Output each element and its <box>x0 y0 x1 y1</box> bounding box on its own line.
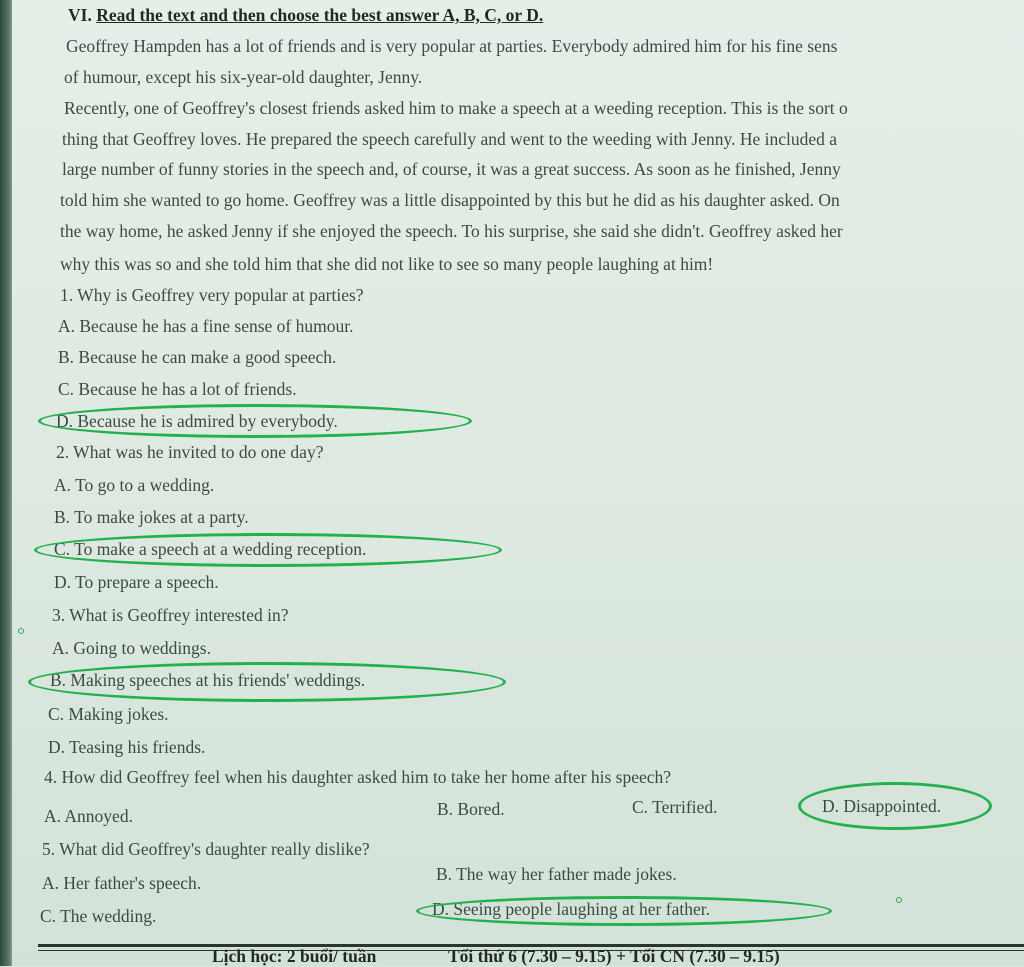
question-4: 4. How did Geoffrey feel when his daughter asked him to take her home after his speech? <box>44 767 672 787</box>
passage-line: Geoffrey Hampden has a lot of friends and is very popular at parties. Everybody admired him for his fine sens <box>66 36 838 56</box>
question-3: 3. What is Geoffrey interested in? <box>52 605 289 625</box>
option-1a[interactable]: A. Because he has a fine sense of humour. <box>58 316 354 336</box>
option-5c[interactable]: C. The wedding. <box>40 906 157 926</box>
section-number: VI. <box>68 5 92 25</box>
pen-mark <box>896 897 902 903</box>
option-1b[interactable]: B. Because he can make a good speech. <box>58 347 337 367</box>
passage-line: told him she wanted to go home. Geoffrey was a little disappointed by this but he did as his daughter asked. On <box>60 190 840 210</box>
question-1: 1. Why is Geoffrey very popular at parties? <box>60 285 364 305</box>
passage-line: of humour, except his six-year-old daughter, Jenny. <box>64 67 423 87</box>
passage-line: large number of funny stories in the speech and, of course, it was a great success. As soon as he finished, Jenny <box>62 159 841 179</box>
option-4b[interactable]: B. Bored. <box>437 799 505 819</box>
option-4d[interactable]: D. Disappointed. <box>822 796 942 816</box>
option-3b[interactable]: B. Making speeches at his friends' weddings. <box>50 670 366 690</box>
passage-line: thing that Geoffrey loves. He prepared the speech carefully and went to the weeding with Jenny. He included a <box>62 129 838 149</box>
option-3a[interactable]: A. Going to weddings. <box>52 638 211 658</box>
option-1c[interactable]: C. Because he has a lot of friends. <box>58 379 297 399</box>
option-5a[interactable]: A. Her father's speech. <box>42 873 202 893</box>
option-2a[interactable]: A. To go to a wedding. <box>54 475 215 495</box>
option-4c[interactable]: C. Terrified. <box>632 797 718 817</box>
footer-schedule-label: Lịch học: 2 buổi/ tuần <box>212 946 377 966</box>
option-2c[interactable]: C. To make a speech at a wedding reception. <box>54 539 367 559</box>
footer-schedule-times: Tối thứ 6 (7.30 – 9.15) + Tối CN (7.30 – 9.15) <box>448 946 780 966</box>
option-5b[interactable]: B. The way her father made jokes. <box>436 864 677 884</box>
passage-line: the way home, he asked Jenny if she enjoyed the speech. To his surprise, she said she didn't. Geoffrey asked her <box>60 221 843 241</box>
option-4a[interactable]: A. Annoyed. <box>44 806 133 826</box>
option-3d[interactable]: D. Teasing his friends. <box>48 737 206 757</box>
passage-line: why this was so and she told him that she did not like to see so many people laughing at him! <box>60 254 714 274</box>
option-2d[interactable]: D. To prepare a speech. <box>54 572 219 592</box>
option-5d[interactable]: D. Seeing people laughing at her father. <box>432 899 710 919</box>
option-3c[interactable]: C. Making jokes. <box>48 704 169 724</box>
section-title: Read the text and then choose the best answer A, B, C, or D. <box>96 5 544 25</box>
pen-mark <box>18 628 24 634</box>
option-2b[interactable]: B. To make jokes at a party. <box>54 507 249 527</box>
worksheet-page <box>12 0 1024 966</box>
section-heading <box>68 4 543 26</box>
question-2: 2. What was he invited to do one day? <box>56 442 324 462</box>
question-5: 5. What did Geoffrey's daughter really dislike? <box>42 839 370 859</box>
passage-line: Recently, one of Geoffrey's closest friends asked him to make a speech at a weeding reception. This is the sort o <box>64 98 848 118</box>
option-1d[interactable]: D. Because he is admired by everybody. <box>56 411 338 431</box>
